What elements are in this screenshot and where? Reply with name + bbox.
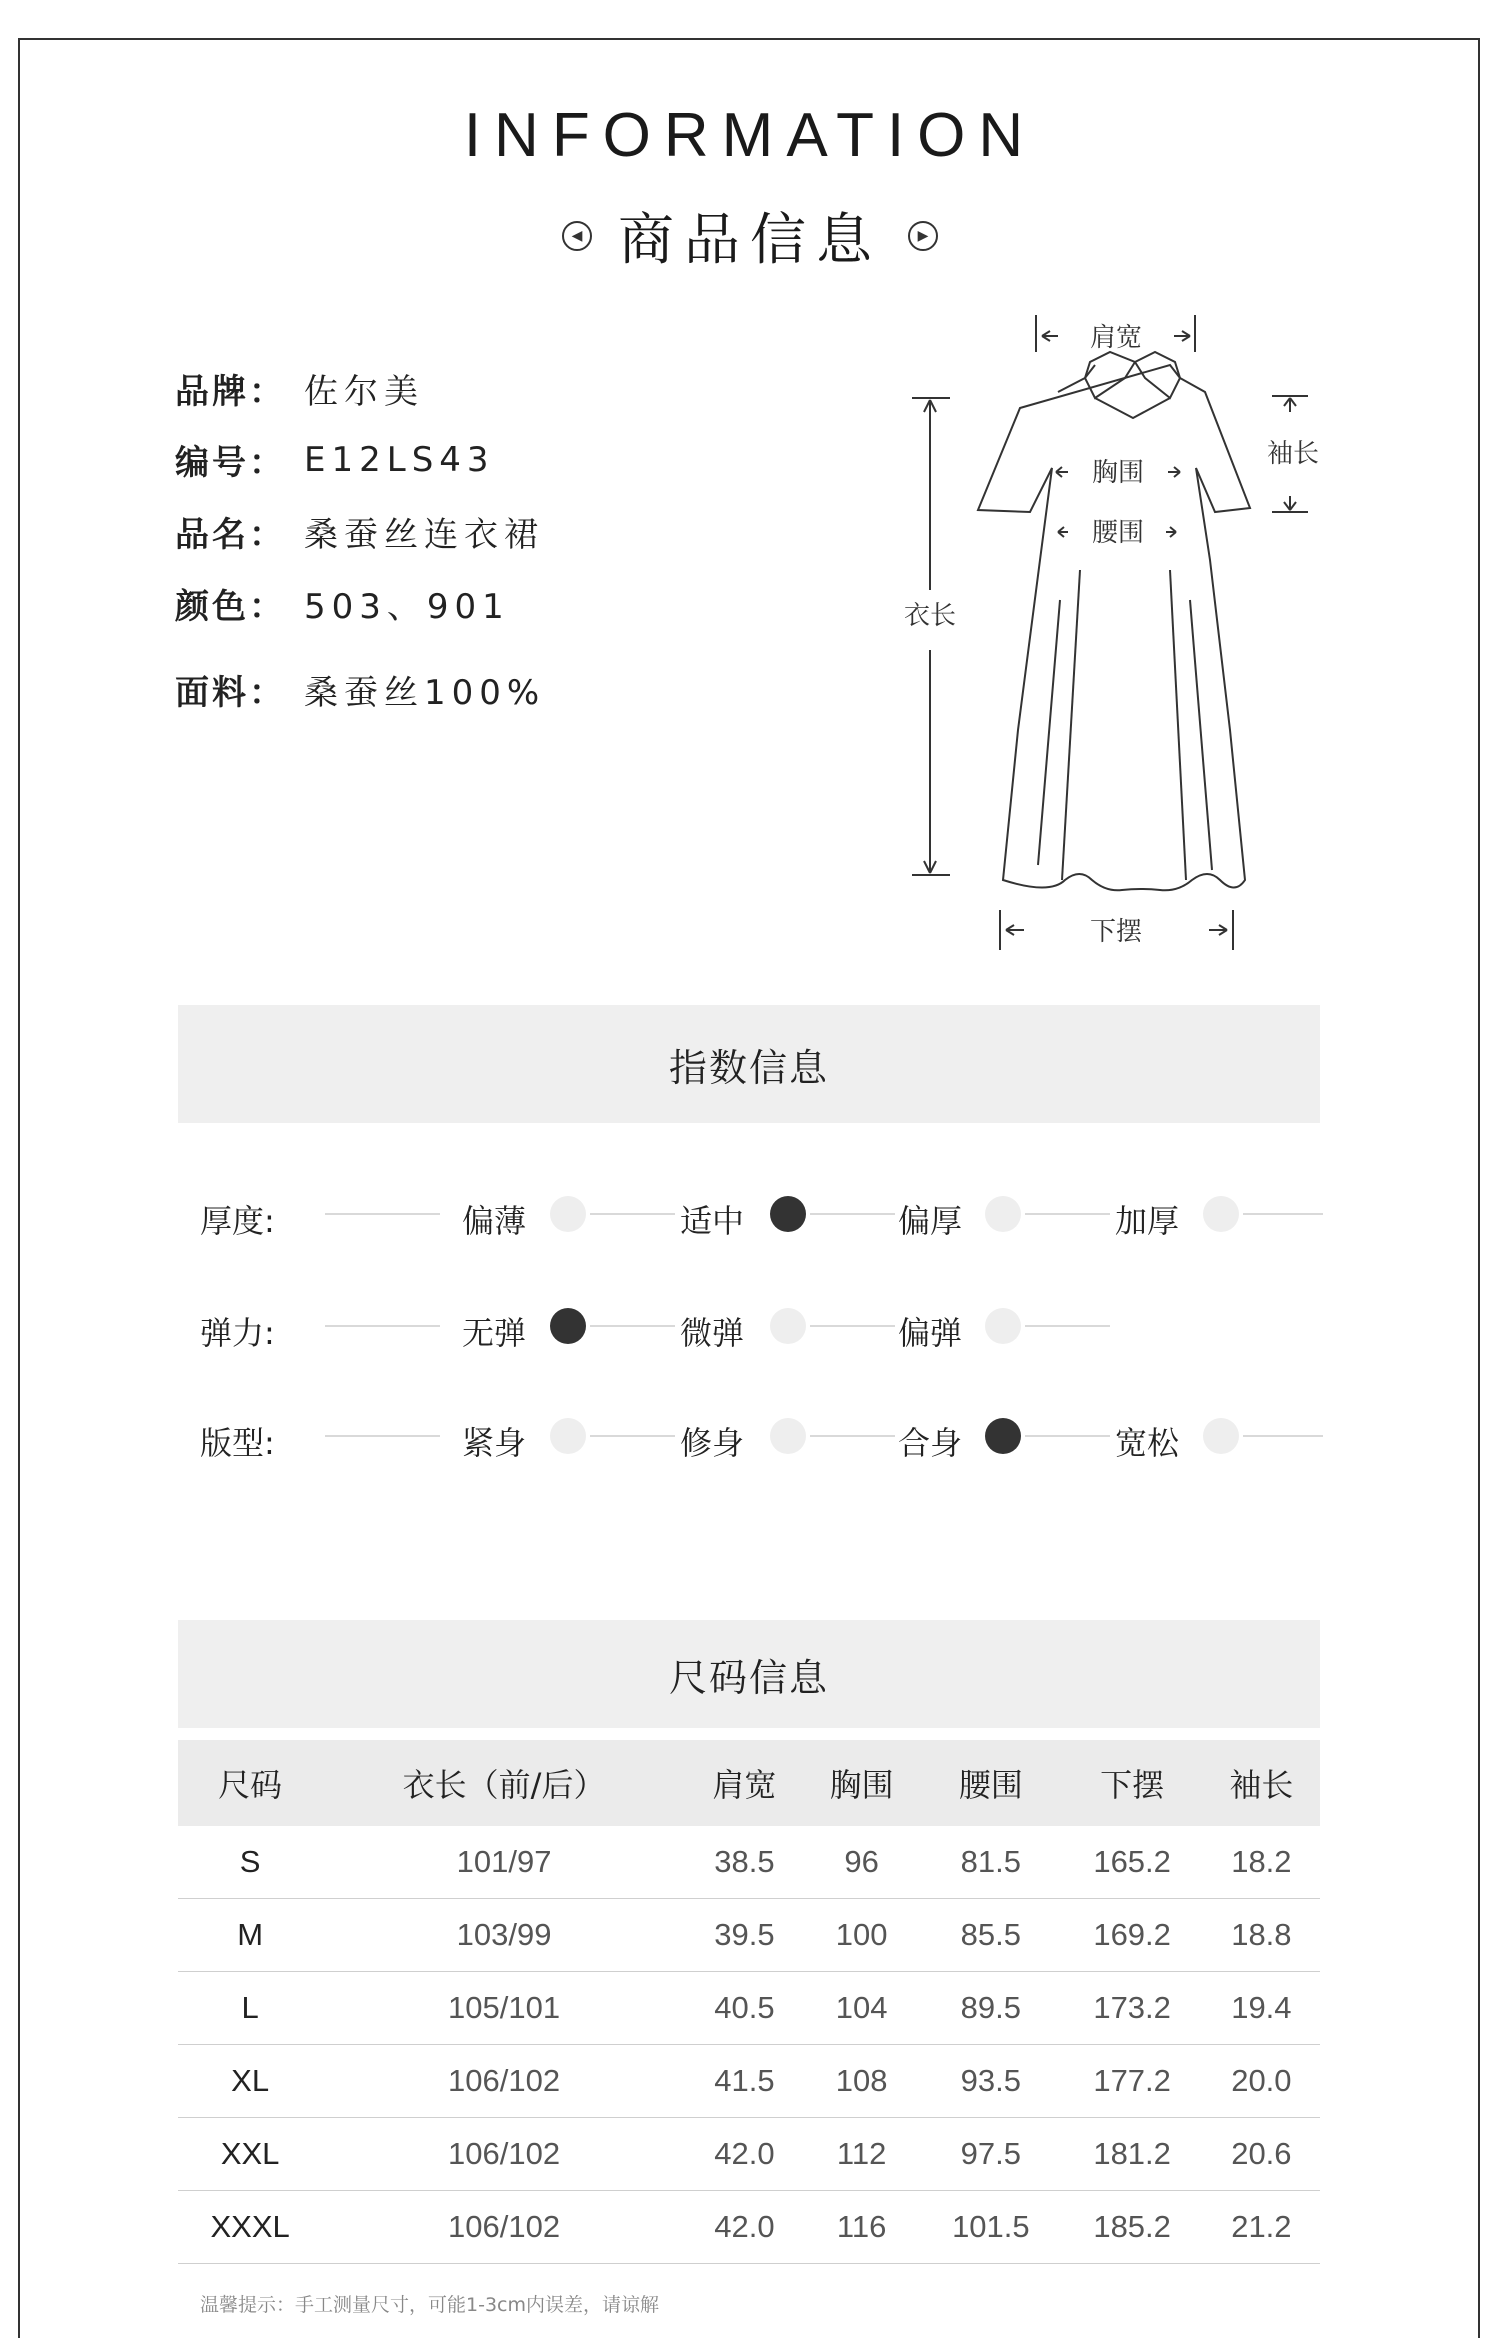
index-option: 宽松 [1115,1424,1180,1462]
table-header-cell: 衣长（前/后） [322,1740,686,1826]
index-divider [810,1435,895,1437]
info-color [175,579,510,628]
index-divider [1025,1435,1110,1437]
table-cell: 169.2 [1061,1899,1202,1972]
info-label: 颜色： [175,587,286,627]
info-value: 佐尔美 [304,372,424,412]
table-cell: 42.0 [686,2118,803,2191]
table-row [178,2118,1320,2191]
info-name [175,507,544,556]
table-cell: 101/97 [322,1826,686,1899]
index-dot [985,1196,1021,1232]
table-cell: 103/99 [322,1899,686,1972]
index-option: 无弹 [462,1314,527,1352]
info-label: 品名： [175,515,286,555]
info-brand [175,364,424,413]
table-header-cell: 肩宽 [686,1740,803,1826]
table-cell: 165.2 [1061,1826,1202,1899]
index-dot-selected [770,1196,806,1232]
table-row [178,2045,1320,2118]
index-label: 弹力: [200,1314,275,1352]
table-cell: 19.4 [1203,1972,1320,2045]
table-header-row [178,1740,1320,1826]
index-option: 偏薄 [462,1202,527,1240]
circled-left-arrow-icon: ◀ [562,221,592,251]
index-dot-selected [550,1308,586,1344]
index-divider [1025,1213,1110,1215]
table-header-cell: 尺码 [178,1740,322,1826]
table-row [178,1826,1320,1899]
table-row [178,1899,1320,1972]
table-cell: 185.2 [1061,2191,1202,2264]
table-cell: XXL [178,2118,322,2191]
index-divider [590,1325,675,1327]
index-label: 厚度: [200,1202,275,1240]
table-cell: 85.5 [920,1899,1061,1972]
table-cell: 20.6 [1203,2118,1320,2191]
table-cell: 116 [803,2191,920,2264]
index-divider [810,1213,895,1215]
index-dot [1203,1196,1239,1232]
table-cell: 18.2 [1203,1826,1320,1899]
table-cell: 97.5 [920,2118,1061,2191]
info-fabric [175,665,545,714]
info-value: 桑蚕丝连衣裙 [304,515,544,555]
table-cell: 89.5 [920,1972,1061,2045]
table-cell: 106/102 [322,2118,686,2191]
info-label: 面料： [175,673,286,713]
table-cell: 41.5 [686,2045,803,2118]
index-dot [985,1308,1021,1344]
index-divider [325,1435,440,1437]
label-shoulder: 肩宽 [1089,323,1143,353]
table-cell: 106/102 [322,2045,686,2118]
index-option: 紧身 [462,1424,527,1462]
table-cell: S [178,1826,322,1899]
table-cell: 20.0 [1203,2045,1320,2118]
index-dot [1203,1418,1239,1454]
index-option: 加厚 [1115,1202,1180,1240]
table-cell: 108 [803,2045,920,2118]
table-row [178,1972,1320,2045]
index-section-header: 指数信息 [178,1005,1320,1123]
table-header-cell: 腰围 [920,1740,1061,1826]
index-dot [550,1196,586,1232]
table-cell: 93.5 [920,2045,1061,2118]
table-cell: XL [178,2045,322,2118]
table-cell: 100 [803,1899,920,1972]
table-cell: 177.2 [1061,2045,1202,2118]
index-divider [590,1435,675,1437]
table-cell: M [178,1899,322,1972]
index-option: 微弹 [680,1314,745,1352]
table-cell: 173.2 [1061,1972,1202,2045]
index-divider [325,1213,440,1215]
table-cell: 96 [803,1826,920,1899]
info-label: 编号： [175,443,286,483]
info-label: 品牌： [175,372,286,412]
index-option: 适中 [680,1202,745,1240]
index-divider [325,1325,440,1327]
index-label: 版型: [200,1424,275,1462]
index-dot [770,1418,806,1454]
table-cell: L [178,1972,322,2045]
size-section-header: 尺码信息 [178,1620,1320,1728]
table-cell: 42.0 [686,2191,803,2264]
table-cell: 18.8 [1203,1899,1320,1972]
table-cell: 39.5 [686,1899,803,1972]
table-cell: 21.2 [1203,2191,1320,2264]
info-value: 503、901 [304,587,510,627]
table-cell: 38.5 [686,1826,803,1899]
circled-right-arrow-icon: ▶ [908,221,938,251]
measurement-note: 温馨提示：手工测量尺寸，可能1-3cm内误差，请谅解 [200,2294,659,2316]
table-cell: 40.5 [686,1972,803,2045]
size-table [178,1740,1320,2264]
table-cell: XXXL [178,2191,322,2264]
table-header-cell: 下摆 [1061,1740,1202,1826]
table-cell: 106/102 [322,2191,686,2264]
info-value: 桑蚕丝100% [304,673,546,713]
info-code [175,435,495,484]
table-row [178,2191,1320,2264]
index-dot [550,1418,586,1454]
table-header-cell: 胸围 [803,1740,920,1826]
index-option: 修身 [680,1424,745,1462]
label-hem: 下摆 [1089,917,1143,947]
index-dot-selected [985,1418,1021,1454]
index-divider [590,1213,675,1215]
table-cell: 112 [803,2118,920,2191]
label-chest: 胸围 [1091,458,1145,488]
label-sleeve: 袖长 [1266,439,1320,469]
index-divider [1243,1435,1323,1437]
table-cell: 101.5 [920,2191,1061,2264]
table-cell: 81.5 [920,1826,1061,1899]
title-english: INFORMATION [463,101,1037,170]
table-cell: 104 [803,1972,920,2045]
index-divider [1243,1213,1323,1215]
index-option: 合身 [898,1424,963,1462]
index-divider [1025,1325,1110,1327]
label-waist: 腰围 [1091,518,1145,548]
index-option: 偏厚 [898,1202,963,1240]
table-header-cell: 袖长 [1203,1740,1320,1826]
info-value: E12LS43 [304,439,495,480]
index-dot [770,1308,806,1344]
title-chinese-row [0,196,1500,276]
dress-measurement-diagram [880,300,1320,960]
index-divider [810,1325,895,1327]
index-option: 偏弹 [898,1314,963,1352]
table-cell: 105/101 [322,1972,686,2045]
table-cell: 181.2 [1061,2118,1202,2191]
label-length: 衣长 [903,601,957,631]
title-chinese: 商品信息 [618,208,882,273]
